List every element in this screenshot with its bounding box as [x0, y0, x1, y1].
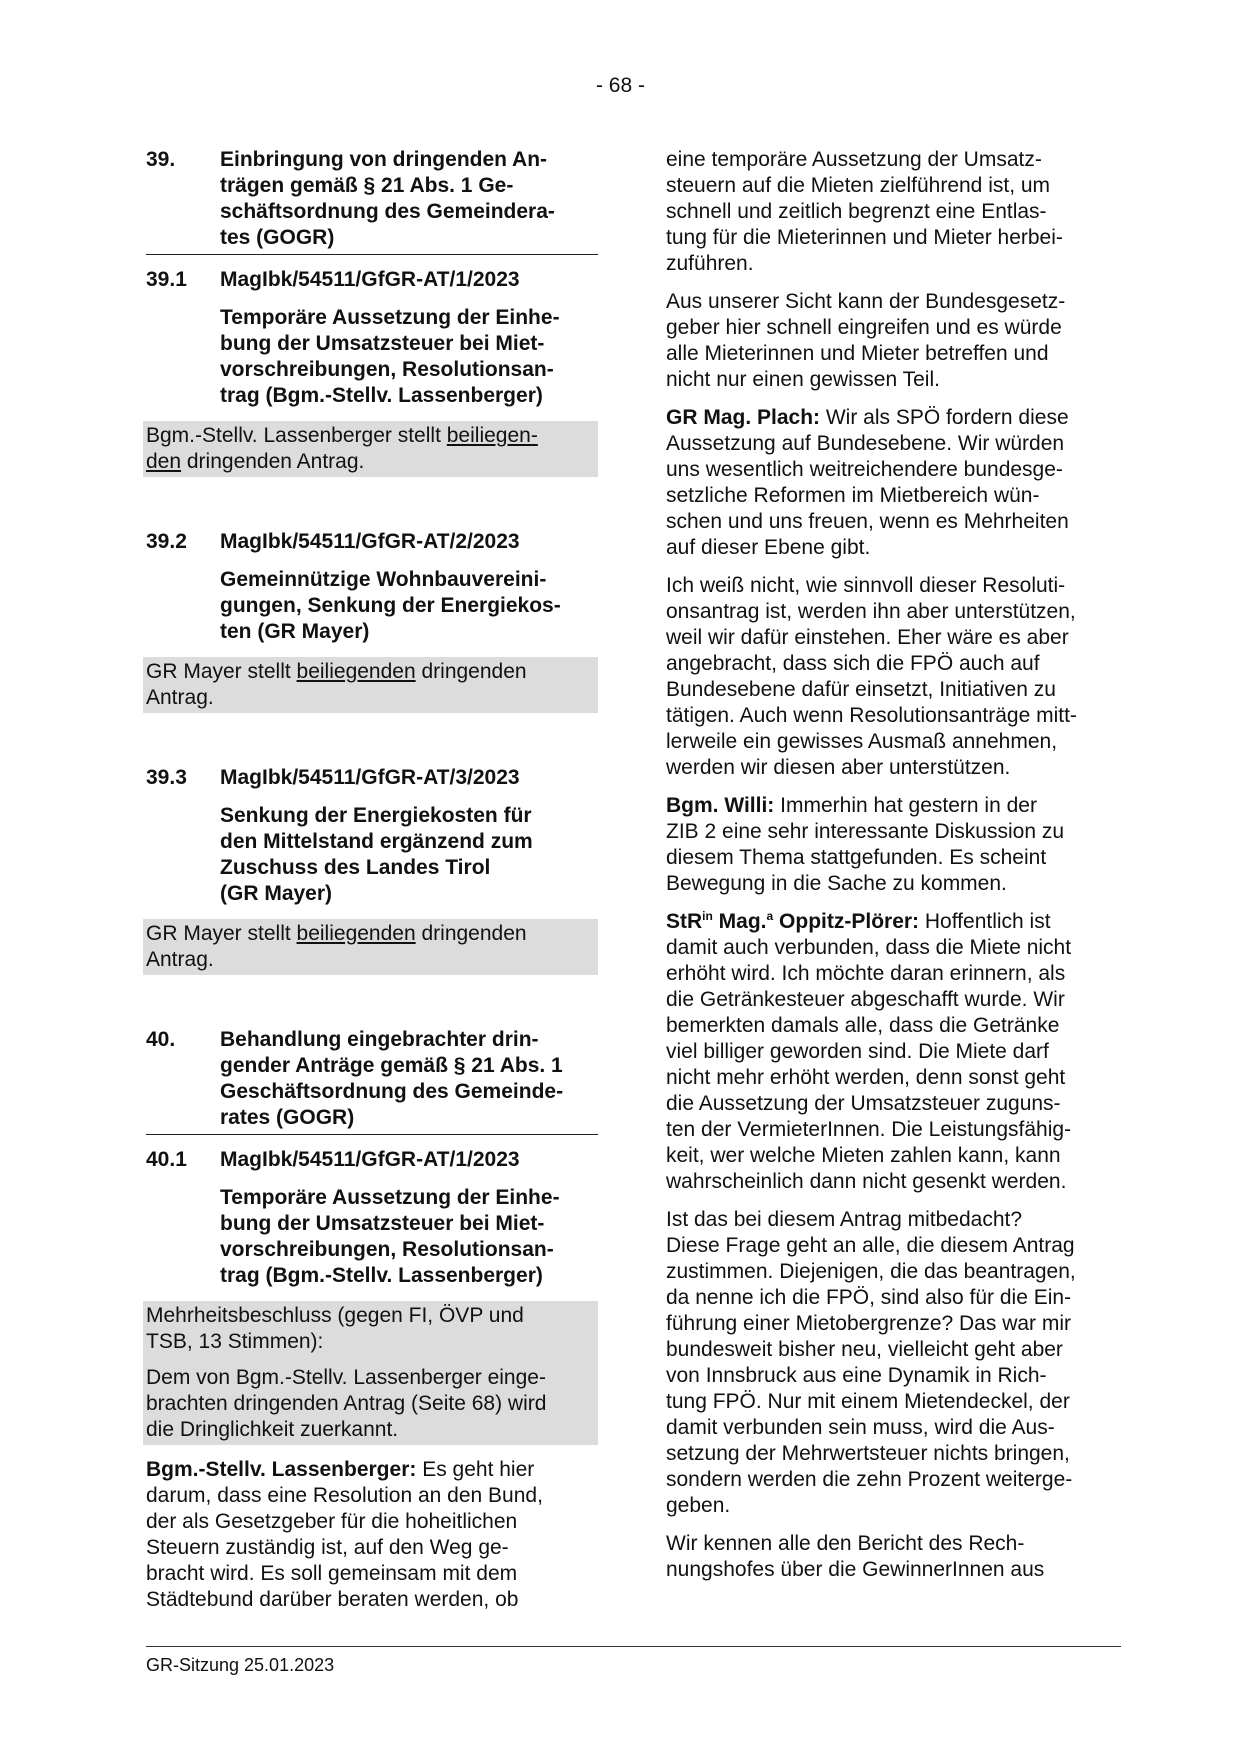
speaker-name: GR Mag. Plach:	[666, 406, 821, 429]
page-number: - 68 -	[595, 74, 645, 97]
agenda-item-40	[146, 1027, 598, 1135]
speech-paragraph: Ist das bei diesem Antrag mitbedacht? Diese Frage geht an alle, die diesem Antrag zustimmen. Diejenigen, die das beantragen, da nenne ich die FPÖ, sind also für die Ein- führung einer Mietobergrenze? Das war mir bundesweit bisher neu, vielleicht geht aber von Innsbruck aus eine Dynamik in Rich- tung FPÖ. Nur mit einem Mietendeckel, der damit verbunden sein muss, wird die Aus- setzung der Mehrwertsteuer nichts bringen, sondern werden die zehn Prozent weiterge- geben.	[666, 1208, 1076, 1517]
motion-title: Senkung der Energiekosten für den Mittelstand ergänzend zum Zuschuss des Landes Tirol (GR Mayer)	[220, 804, 533, 905]
motion-note-box: GR Mayer stellt beiliegenden dringenden Antrag.	[143, 657, 598, 713]
speaker-name: StR$^{in}$ Mag.$^a$ Oppitz-Plörer:	[666, 909, 920, 933]
motion-title: Temporäre Aussetzung der Einhe- bung der Umsatzsteuer bei Miet- vorschreibungen, Resolutionsan- trag (Bgm.-Stellv. Lassenberger)	[220, 306, 560, 407]
motion-title: Temporäre Aussetzung der Einhe- bung der Umsatzsteuer bei Miet- vorschreibungen, Resolutionsan- trag (Bgm.-Stellv. Lassenberger)	[220, 1186, 560, 1287]
speech-paragraph: Aus unserer Sicht kann der Bundesgesetz- geber hier schnell eingreifen und es würde alle Mieterinnen und Mieter betreffen und nicht nur einen gewissen Teil.	[666, 290, 1066, 391]
speaker-name: Bgm.-Stellv. Lassenberger:	[146, 1458, 417, 1481]
agenda-subitem-39-1	[146, 267, 598, 293]
vote-result: Mehrheitsbeschluss (gegen FI, ÖVP und TSB, 13 Stimmen):	[146, 1304, 524, 1353]
item-number: 39.1	[146, 268, 187, 291]
item-heading: Einbringung von dringenden An- trägen gemäß § 21 Abs. 1 Ge- schäftsordnung des Gemeindera- tes (GOGR)	[220, 148, 555, 249]
speech-paragraph: GR Mag. Plach: Wir als SPÖ fordern diese Aussetzung auf Bundesebene. Wir würden uns wesentlich weitreichendere bundesge- setzliche Reformen im Mietbereich wün- schen und uns freuen, wenn es Mehrheiten auf dieser Ebene gibt.	[666, 406, 1069, 559]
item-number: 39.2	[146, 530, 187, 553]
speech-paragraph: Bgm.-Stellv. Lassenberger: Es geht hier darum, dass eine Resolution an den Bund, der als Gesetzgeber für die hoheitlichen Steuern zuständig ist, auf den Weg ge- bracht wird. Es soll gemeinsam mit dem Städtebund darüber beraten werden, ob	[146, 1458, 543, 1611]
footer-divider	[146, 1646, 1121, 1647]
resolution-box	[143, 1301, 598, 1445]
speech-paragraph: Ich weiß nicht, wie sinnvoll dieser Resoluti- onsantrag ist, werden ihn aber unterstützen, weil wir dafür einstehen. Eher wäre es aber angebracht, dass sich die FPÖ auch auf Bundesebene dafür einsetzt, Initiativen zu tätigen. Auch wenn Resolutionsanträge mitt- lerweile ein gewisses Ausmaß annehmen, werden wir diesen aber unterstützen.	[666, 574, 1077, 779]
item-number: 40.1	[146, 1148, 187, 1171]
reference-number: MagIbk/54511/GfGR-AT/1/2023	[220, 1148, 520, 1171]
footer-session-date: GR-Sitzung 25.01.2023	[146, 1655, 335, 1675]
agenda-subitem-39-2	[146, 529, 598, 555]
agenda-item-39	[146, 147, 598, 255]
reference-number: MagIbk/54511/GfGR-AT/3/2023	[220, 766, 520, 789]
speech-paragraph: StR$^{in}$ Mag.$^a$ Oppitz-Plörer: Hoffentlich ist damit auch verbunden, dass die Miete nicht erhöht wird. Ich möchte daran erinnern, als die Getränkesteuer abgeschafft wurde. Wir bemerkten damals alle, dass die Getränke viel billiger geworden sind. Die Miete darf nicht mehr erhöht werden, denn sonst geht die Aussetzung der Umsatzsteuer zuguns- ten der VermieterInnen. Die Leistungsfähig- keit, wer welche Mieten zahlen kann, kann wahrscheinlich dann nicht gesenkt werden.	[666, 909, 1072, 1193]
left-column	[146, 147, 598, 1625]
item-number: 39.3	[146, 766, 187, 789]
attachment-link[interactable]: beiliegenden	[296, 922, 416, 945]
motion-title: Gemeinnützige Wohnbauvereini- gungen, Senkung der Energiekos- ten (GR Mayer)	[220, 568, 561, 643]
attachment-link[interactable]: beiliegenden	[296, 660, 416, 683]
motion-note-box: GR Mayer stellt beiliegenden dringenden Antrag.	[143, 919, 598, 975]
agenda-subitem-40-1	[146, 1147, 598, 1173]
speech-paragraph: Wir kennen alle den Bericht des Rech- nungshofes über die GewinnerInnen aus	[666, 1532, 1045, 1581]
reference-number: MagIbk/54511/GfGR-AT/1/2023	[220, 268, 520, 291]
attachment-link[interactable]: beiliegen-	[446, 424, 538, 447]
resolution-text: Dem von Bgm.-Stellv. Lassenberger einge- brachten dringenden Antrag (Seite 68) wird die Dringlichkeit zuerkannt.	[146, 1366, 547, 1441]
speech-paragraph: eine temporäre Aussetzung der Umsatz- steuern auf die Mieten zielführend ist, um schnell und zeitlich begrenzt eine Entlas- tung für die Mieterinnen und Mieter herbei- zuführen.	[666, 148, 1063, 275]
item-number: 40.	[146, 1028, 176, 1051]
right-column	[666, 147, 1121, 1595]
speech-paragraph: Bgm. Willi: Immerhin hat gestern in der ZIB 2 eine sehr interessante Diskussion zu diesem Thema stattgefunden. Es scheint Bewegung in die Sache zu kommen.	[666, 794, 1065, 895]
reference-number: MagIbk/54511/GfGR-AT/2/2023	[220, 530, 520, 553]
agenda-subitem-39-3	[146, 765, 598, 791]
attachment-link[interactable]: den	[146, 450, 182, 473]
item-number: 39.	[146, 148, 176, 171]
item-heading: Behandlung eingebrachter drin- gender Anträge gemäß § 21 Abs. 1 Geschäftsordnung des Gemeinde- rates (GOGR)	[220, 1028, 564, 1129]
speaker-name: Bgm. Willi:	[666, 794, 775, 817]
motion-note-box: Bgm.-Stellv. Lassenberger stellt beiliegen- den dringenden Antrag.	[143, 421, 598, 477]
